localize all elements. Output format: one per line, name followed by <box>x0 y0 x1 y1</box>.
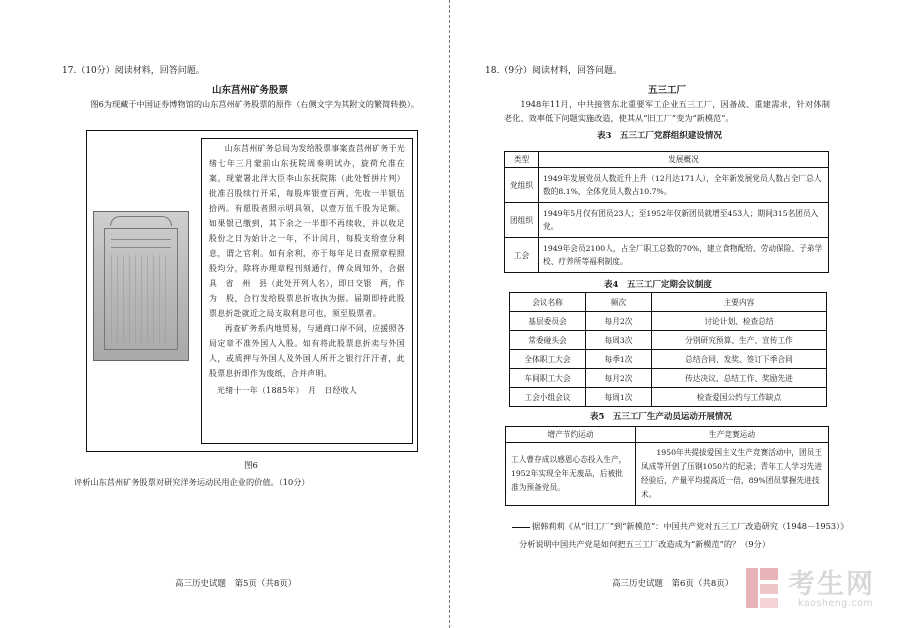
table-header-row <box>510 293 827 312</box>
stock-certificate-photo <box>93 211 189 361</box>
question-18-prompt: 分析说明中国共产党是如何把五三工厂改造成为“新模范”的？（9分） <box>519 539 771 549</box>
watermark-url: kaosheng.com <box>798 598 874 609</box>
table-header-row <box>506 427 829 443</box>
question-17-intro: 图6为现藏于中国证券博物馆的山东莒州矿务股票的原件（右侧文字为其附文的繁简转换）。 <box>90 99 420 109</box>
table-cell: 工人曹存成以感恩心态投入生产，1952年实现全年无废品，后被批准为预备党员。 <box>506 443 636 506</box>
watermark <box>740 558 900 628</box>
table-row <box>505 238 829 273</box>
table-header-cell: 主要内容 <box>652 293 827 312</box>
table-cell: 基层委员会 <box>510 312 586 331</box>
table-row <box>510 350 827 369</box>
question-18-intro: 1948年11月，中共接管东北重要军工企业五三工厂，因备战、重建需求，针对体制老化、效率低下问题实施改造，使其从“旧工厂”变为“新模范”。 <box>504 99 830 123</box>
table-5 <box>505 426 829 506</box>
table-cell: 1949年5月仅有团员23人；至1952年仅新团员就增至453人；期间315名团员入党。 <box>539 203 829 238</box>
table-row <box>505 168 829 203</box>
table-3-title: 表3 五三工厂党群组织建设情况 <box>597 131 722 141</box>
table-row <box>510 331 827 350</box>
table-cell: 1949年发展党员人数近升上升（12月达171人），全年新发展党员人数占全厂总人数的8.1%，全体党员人数占10.7%。 <box>539 168 829 203</box>
table-cell: 常委碰头会 <box>510 331 586 350</box>
table-row <box>510 312 827 331</box>
right-page-footer: 高三历史试题 第6页（共8页） <box>612 579 734 589</box>
question-17-header: 17.（10分）阅读材料，回答问题。 <box>62 66 205 76</box>
table-header-row <box>505 152 829 168</box>
watermark-logo-icon <box>742 564 782 614</box>
figure-caption: 图6 <box>244 461 258 471</box>
table-cell: 工会 <box>505 238 539 273</box>
table-cell: 每周3次 <box>586 331 652 350</box>
question-17-title: 山东莒州矿务股票 <box>211 85 288 96</box>
table-header-cell: 类型 <box>505 152 539 168</box>
table-cell: 传达决议、总结工作、奖励先进 <box>652 369 827 388</box>
question-18-header: 18.（9分）阅读材料，回答问题。 <box>485 66 623 76</box>
table-cell: 分别研究预算、生产、宣传工作 <box>652 331 827 350</box>
table-cell: 总结合同、发奖、签订下季合同 <box>652 350 827 369</box>
table-header-cell: 会议名称 <box>510 293 586 312</box>
watermark-name: 考生网 <box>788 569 875 600</box>
table-cell: 每周1次 <box>586 388 652 407</box>
table-row <box>506 443 829 506</box>
table-cell: 检查爱国公约与工作缺点 <box>652 388 827 407</box>
transcription-signature: 光绪十一年（1885年） 月 日经收人 <box>217 386 358 395</box>
table-cell: 团组织 <box>505 203 539 238</box>
question-17-prompt: 评析山东莒州矿务股票对研究洋务运动民用企业的价值。（10分） <box>74 477 310 487</box>
table-cell: 工会小组会议 <box>510 388 586 407</box>
table-4 <box>509 292 827 407</box>
transcription-paragraph-1: 山东莒州矿务总局为发给股票事案查莒州矿务于光绪七年三月蒙前山东抚院周奏明试办，旋荷允准在案。现蒙署北洋大臣李山东抚院陈（此处暂拼片判）批准召股续行开采，每股库银壹百两，先收一半银伍拾两。有愿股者照示明具领，以壹万伍千股为足额。如果银已缴到，其下余之一半即不再续收，并以收足股份之日为始计之一年，不计闰月，每股支给壹分利息，谓之官利。如有余利，亦于每年足日查照章程照股均分，除将办理章程刊刻通行，俾众周知外，合据具 省 州 县（此处开列人名），即日交银 两，作为 股，合行发给股票息折收执为据。届期即持此股票息折赴就近之局支取利息可也，须至股票者。 <box>209 144 405 318</box>
table-cell: 党组织 <box>505 168 539 203</box>
table-cell: 每季1次 <box>586 350 652 369</box>
table-row <box>510 369 827 388</box>
table-cell: 每月2次 <box>586 312 652 331</box>
table-header-cell: 频次 <box>586 293 652 312</box>
table-cell: 讨论计划、检查总结 <box>652 312 827 331</box>
figure-6 <box>86 130 418 452</box>
table-cell: 全体职工大会 <box>510 350 586 369</box>
citation-dash <box>512 527 530 528</box>
left-page-footer: 高三历史试题 第5页（共8页） <box>175 579 297 589</box>
table-cell: 车间职工大会 <box>510 369 586 388</box>
table-row <box>505 203 829 238</box>
table-3 <box>504 151 829 273</box>
table-5-title: 表5 五三工厂生产动员运动开展情况 <box>590 412 732 422</box>
table-cell: 每月2次 <box>586 369 652 388</box>
figure-transcription <box>201 138 413 444</box>
table-4-title: 表4 五三工厂定期会议制度 <box>604 280 712 290</box>
question-18-title: 五三工厂 <box>647 85 686 96</box>
table-cell: 1949年会员2100人，占全厂职工总数的70%，建立食物配给、劳动保险、子弟学校、疗养所等福利制度。 <box>539 238 829 273</box>
source-citation <box>512 521 848 532</box>
table-row <box>510 388 827 407</box>
table-cell: 1950年共提拔爱国主义生产竞赛活动中，团员王凤成等开创了压钢1050片的纪录；青年工人学习先进经验后，产量平均提高近一倍，89%团员掌握先进技术。 <box>636 443 829 506</box>
table-header-cell: 增产节约运动 <box>506 427 636 443</box>
table-header-cell: 生产竞赛运动 <box>636 427 829 443</box>
transcription-paragraph-2: 再查矿务系内地贸易，与通商口岸不同，应援照各局定章不准外国人入股。如有将此股票息折卖与外国人，或质押与外国人及外国人所开之银行汗汗者，此股票息折即作为废纸，合并声明。 <box>209 324 405 378</box>
citation-text: 据韩莉莉《从“旧工厂”到“新模范”：中国共产党对五三工厂改造研究（1948－1953）》 <box>532 521 849 531</box>
table-header-cell: 发展概况 <box>539 152 829 168</box>
